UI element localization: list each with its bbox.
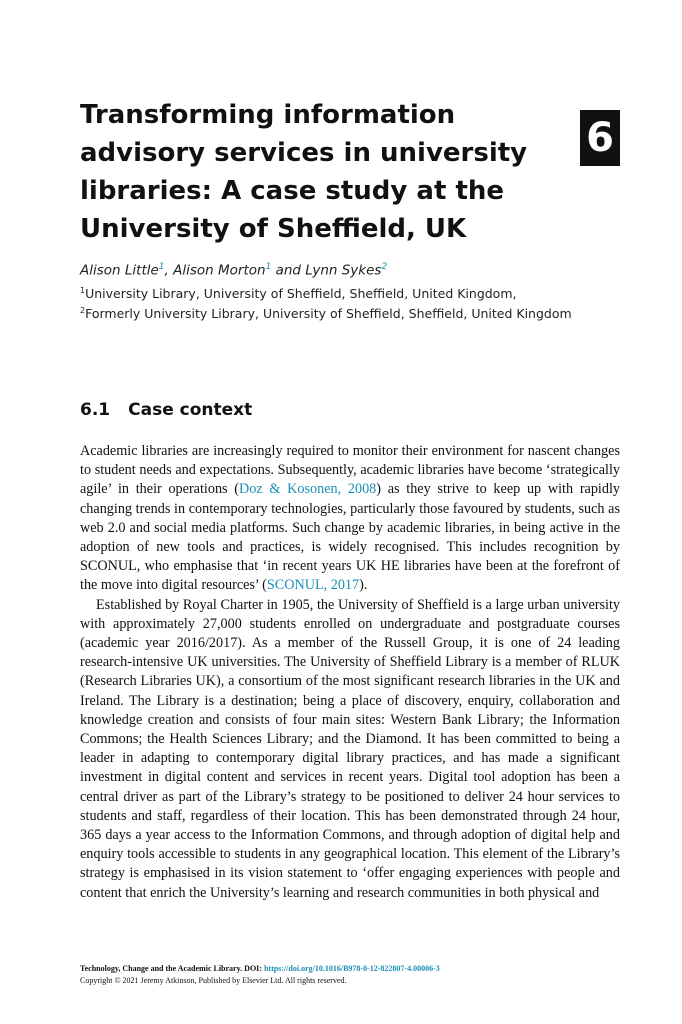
author-separator: , (164, 262, 174, 279)
section-title: Case context (128, 400, 253, 420)
affiliation-marker[interactable]: 2 (381, 262, 388, 272)
author-separator: and (271, 262, 306, 279)
paragraph: Established by Royal Charter in 1905, the University of Sheffield is a large urban university with approximately 27,000 students enrolled on undergraduate and postgraduate courses (academic year 2016/2017). As a member of the Russell Group, it is one of 24 leading research-intensive UK universities. The University of Sheffield Library is a member of RLUK (Research Libraries UK), a consortium of the most significant research libraries in the UK and Ireland. The Library is a destination; being a place of discovery, enquiry, collaboration and knowledge creation and consists of four main sites: Western Bank Library; the Information Commons; the Health Sciences Library; and the Diamond. It has been committed to being a leader in adapting to contemporary digital library practices, and has made a significant investment in digital content and services in recent years. Digital tool adoption has been a central driver as part of the Library’s strategy to be positioned to deliver 24 hour services to students and staff, regardless of their location. This has been demonstrated through 24 hour, 365 days a year access to the Information Commons, and through adoption of digital help and enquiry tools accessible to students in any geographical location. This element of the Library’s strategy is emphasised in its vision statement to ‘offer engaging experiences with people and content that enrich the University’s learning and research communities in both physical and (80, 596, 620, 901)
paragraph (80, 442, 620, 596)
affiliation-marker[interactable]: 1 (158, 262, 165, 272)
chapter-title: Transforming information advisory services in university libraries: A case study at the University of Sheffield, UK (80, 100, 528, 244)
affiliation-2 (80, 306, 572, 321)
section-number: 6.1 (80, 400, 111, 420)
book-title: Technology, Change and the Academic Library. (80, 964, 243, 973)
author-name: Alison Morton (173, 262, 266, 279)
author-name: Lynn Sykes (305, 262, 382, 279)
doi-label: DOI: (242, 964, 264, 973)
author-list (80, 262, 387, 279)
paragraph-text: Academic libraries are increasingly required to monitor their environment for nascent changes to student needs and expectations. Subsequently, academic libraries have become ‘strategically agile’ in their operations ( (80, 443, 620, 498)
page-footer (80, 963, 440, 987)
affiliation-text: University Library, University of Sheffield, Sheffield, United Kingdom, (85, 286, 517, 302)
affiliation-number: 1 (80, 286, 86, 295)
chapter-number-badge: 6 (580, 110, 620, 166)
body-text (80, 442, 620, 903)
citation-link[interactable]: Doz & Kosonen, 2008 (239, 481, 377, 498)
affiliation-text: Formerly University Library, University of Sheffield, Sheffield, United Kingdom (85, 306, 572, 322)
affiliation-number: 2 (80, 306, 86, 315)
affiliation-1 (80, 286, 516, 301)
author-name: Alison Little (80, 262, 159, 279)
paragraph-text: ). (359, 577, 368, 594)
copyright-line: Copyright © 2021 Jeremy Atkinson, Published by Elsevier Ltd. All rights reserved. (80, 976, 347, 985)
affiliation-marker[interactable]: 1 (265, 262, 272, 272)
paragraph-text: ) as they strive to keep up with rapidly changing trends in contemporary technologies, particularly those favoured by students, such as web 2.0 and social media platforms. Such change by academic libraries, in being active in the adoption of new tools and practices, is widely recognised. This includes recognition by SCONUL, who emphasise that ‘in recent years UK HE libraries have been at the forefront of the move into digital resources’ ( (80, 481, 621, 594)
doi-link[interactable]: https://doi.org/10.1016/B978-0-12-822807-4.00006-3 (263, 964, 440, 973)
citation-link[interactable]: SCONUL, 2017 (266, 577, 360, 594)
footer-citation-line (80, 963, 440, 975)
section-heading (80, 400, 252, 420)
